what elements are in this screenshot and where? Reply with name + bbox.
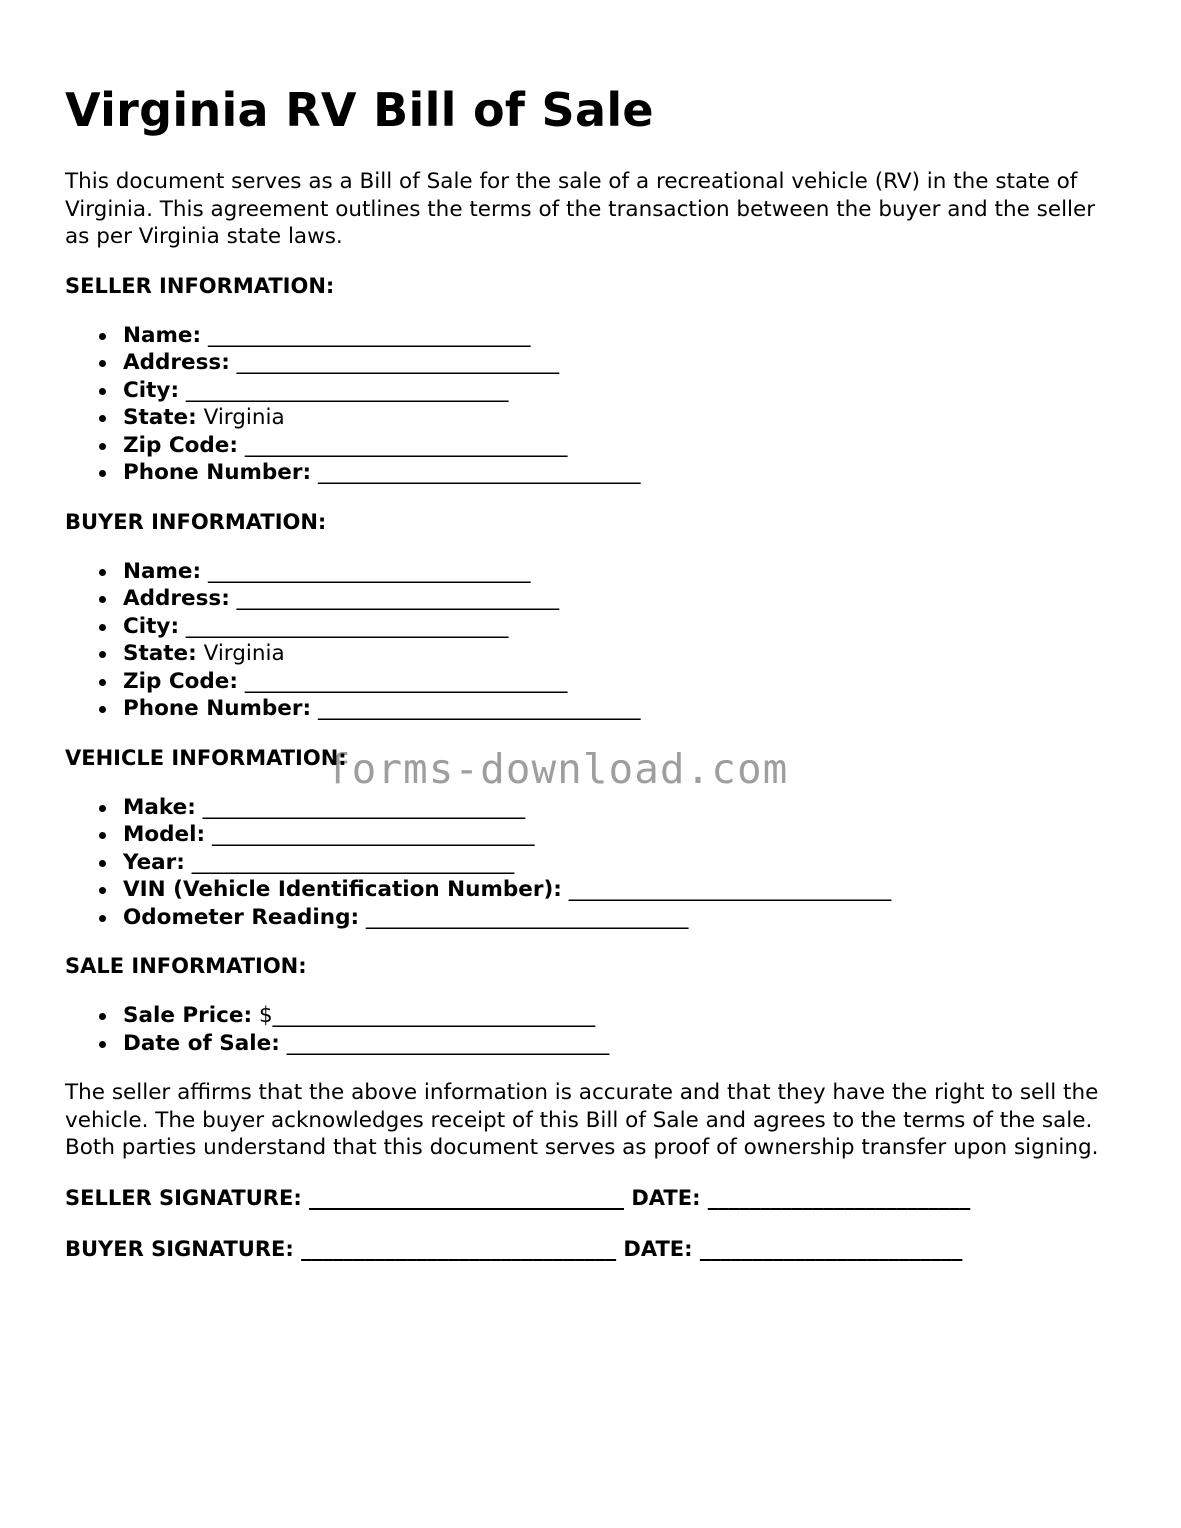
buyer-signature-row [65, 1236, 1125, 1263]
buyer-date-line[interactable]: _________________________ [699, 1236, 963, 1261]
seller-date-label: DATE: [631, 1185, 701, 1210]
seller-section-heading: SELLER INFORMATION: [65, 273, 335, 298]
sale-date-field[interactable]: Date of Sale: ______________________________ [123, 1030, 1125, 1058]
buyer-zip-field[interactable]: Zip Code: ______________________________ [123, 668, 1125, 696]
buyer-signature-line[interactable]: ______________________________ [301, 1236, 617, 1261]
vehicle-odometer-field[interactable]: Odometer Reading: ______________________________ [123, 904, 1125, 932]
buyer-phone-field[interactable]: Phone Number: ______________________________ [123, 695, 1125, 723]
buyer-address-field[interactable]: Address: ______________________________ [123, 585, 1125, 613]
seller-state-field: State: Virginia [123, 404, 1125, 432]
sale-section-heading: SALE INFORMATION: [65, 954, 307, 978]
document-page [65, 80, 1125, 1263]
vehicle-make-field[interactable]: Make: ______________________________ [123, 794, 1125, 822]
buyer-name-field[interactable]: Name: ______________________________ [123, 558, 1125, 586]
seller-signature-label: SELLER SIGNATURE: [65, 1185, 302, 1210]
buyer-signature-label: BUYER SIGNATURE: [65, 1236, 294, 1261]
sale-price-field[interactable]: Sale Price: $______________________________ [123, 1002, 1125, 1030]
outro-paragraph: The seller affirms that the above information is accurate and that they have the right to sell the vehicle. The buyer acknowledges receipt of this Bill of Sale and agrees to the terms of the sale. Both parties understand that this document serves as proof of ownership transfer upon signing. [65, 1080, 1099, 1160]
watermark-text: forms-download.com [326, 745, 789, 793]
seller-date-line[interactable]: _________________________ [707, 1185, 971, 1210]
buyer-section-heading: BUYER INFORMATION: [65, 509, 327, 534]
buyer-city-field[interactable]: City: ______________________________ [123, 613, 1125, 641]
page-title: Virginia RV Bill of Sale [65, 83, 654, 137]
seller-zip-field[interactable]: Zip Code: ______________________________ [123, 432, 1125, 460]
buyer-fields-list [65, 558, 1125, 723]
vehicle-year-field[interactable]: Year: ______________________________ [123, 849, 1125, 877]
seller-signature-row [65, 1185, 1125, 1212]
buyer-date-label: DATE: [623, 1236, 693, 1261]
seller-signature-line[interactable]: ______________________________ [309, 1185, 625, 1210]
vehicle-model-field[interactable]: Model: ______________________________ [123, 821, 1125, 849]
vehicle-vin-field[interactable]: VIN (Vehicle Identification Number): ______________________________ [123, 876, 1125, 904]
seller-name-field[interactable]: Name: ______________________________ [123, 322, 1125, 350]
intro-paragraph: This document serves as a Bill of Sale for the sale of a recreational vehicle (RV) in the state of Virginia. This agreement outlines the terms of the transaction between the buyer and the seller as per Virginia state laws. [65, 169, 1096, 249]
buyer-state-field: State: Virginia [123, 640, 1125, 668]
seller-phone-field[interactable]: Phone Number: ______________________________ [123, 459, 1125, 487]
vehicle-fields-list [65, 794, 1125, 932]
seller-city-field[interactable]: City: ______________________________ [123, 377, 1125, 405]
sale-fields-list [65, 1002, 1125, 1057]
seller-fields-list [65, 322, 1125, 487]
vehicle-section-heading: VEHICLE INFORMATION: [65, 745, 347, 770]
seller-address-field[interactable]: Address: ______________________________ [123, 349, 1125, 377]
